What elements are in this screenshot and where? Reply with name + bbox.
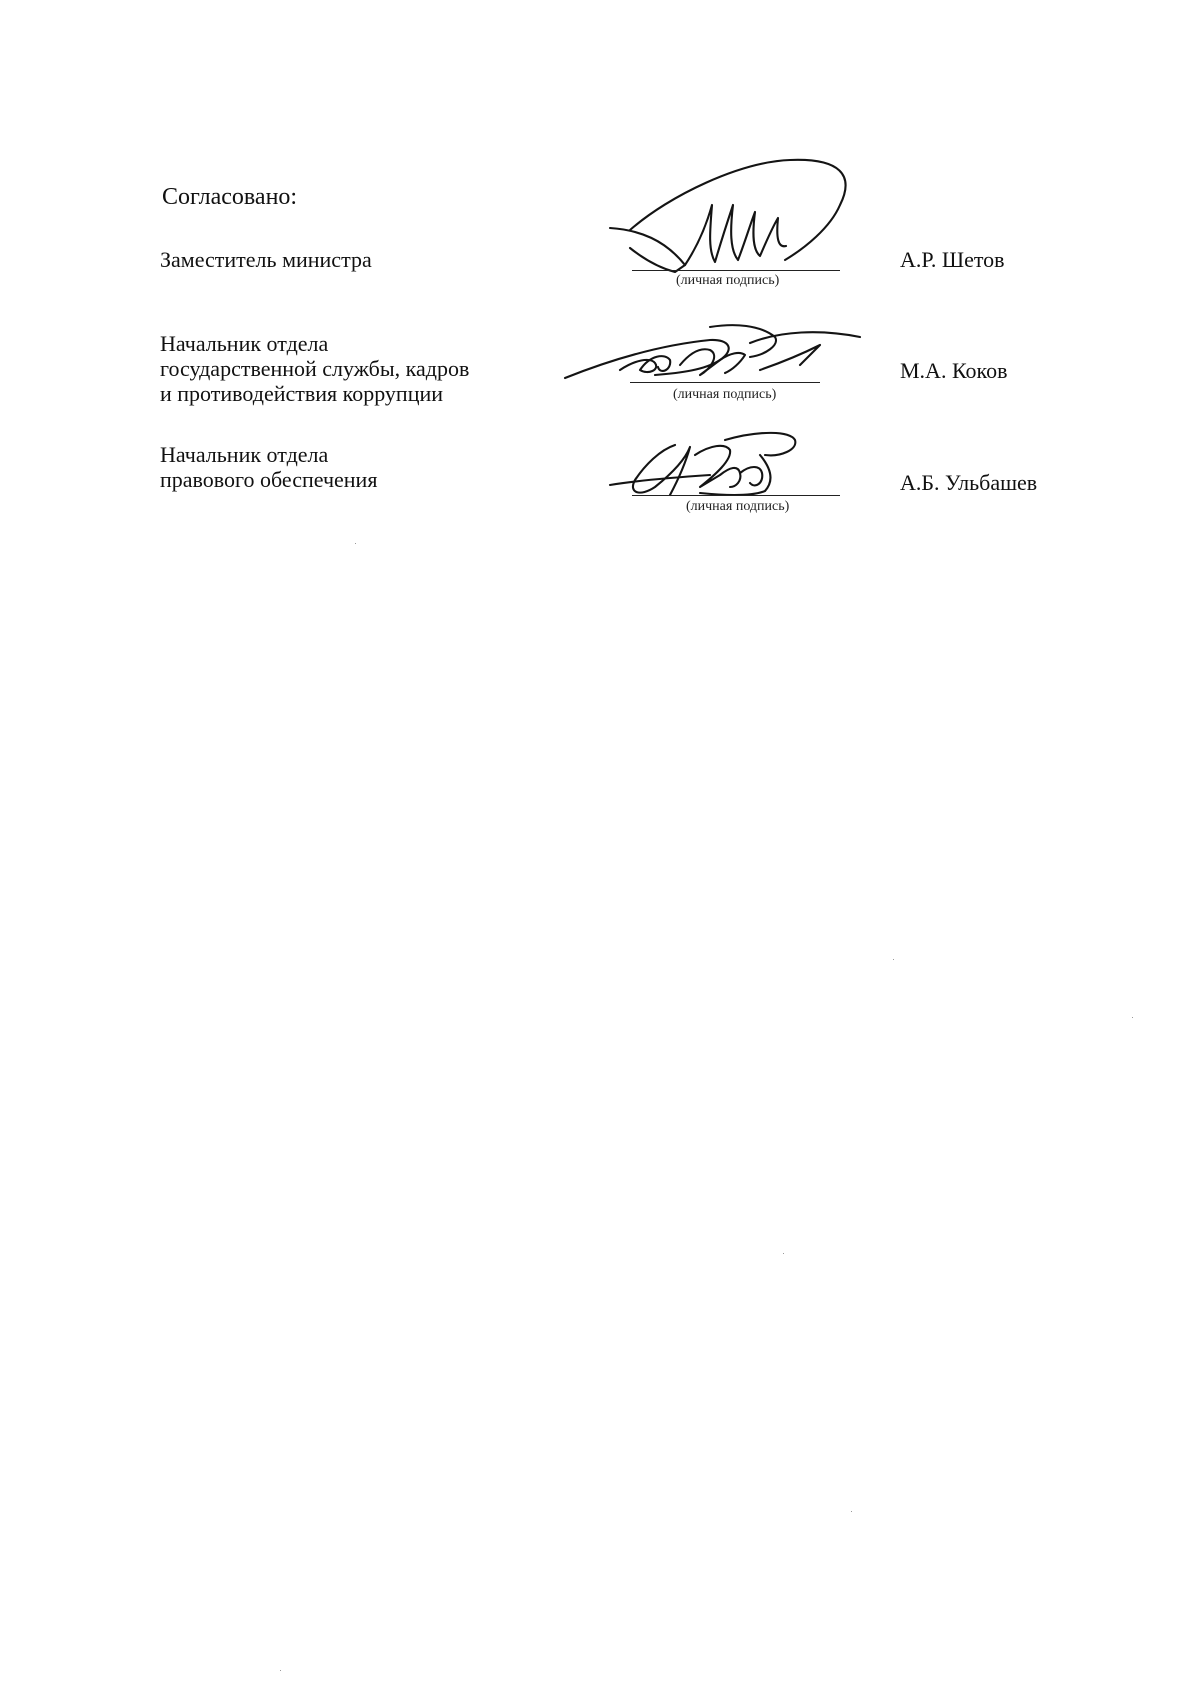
- signature-field: [600, 150, 930, 320]
- scan-speck: [893, 959, 894, 960]
- scan-speck: [355, 543, 356, 544]
- approval-heading: Согласовано:: [162, 184, 298, 210]
- scan-speck: [280, 1670, 281, 1671]
- signatory-name: А.Б. Ульбашев: [900, 470, 1038, 495]
- position-line: Начальник отдела: [160, 331, 329, 356]
- handwritten-signature: [600, 150, 930, 320]
- position-line: Заместитель министра: [160, 247, 372, 272]
- signatory-position: [160, 247, 372, 272]
- position-line: государственной службы, кадров: [160, 356, 470, 381]
- signature-line: [630, 382, 820, 383]
- position-line: и противодействия коррупции: [160, 381, 444, 406]
- signature-field: [600, 425, 930, 595]
- scan-speck: [1132, 1017, 1133, 1018]
- signatory-name: М.А. Коков: [900, 358, 1008, 383]
- signature-caption: (личная подпись): [686, 499, 790, 514]
- signatory-name: А.Р. Шетов: [900, 247, 1005, 272]
- position-line: Начальник отдела: [160, 442, 329, 467]
- signatory-position: [160, 442, 377, 492]
- position-line: правового обеспечения: [160, 467, 378, 492]
- signature-line: [632, 270, 840, 271]
- signature-line: [632, 495, 840, 496]
- scan-speck: [783, 1253, 784, 1254]
- scan-speck: [851, 1511, 852, 1512]
- signature-caption: (личная подпись): [673, 387, 777, 402]
- signatory-position: [160, 331, 469, 406]
- signature-caption: (личная подпись): [676, 273, 780, 288]
